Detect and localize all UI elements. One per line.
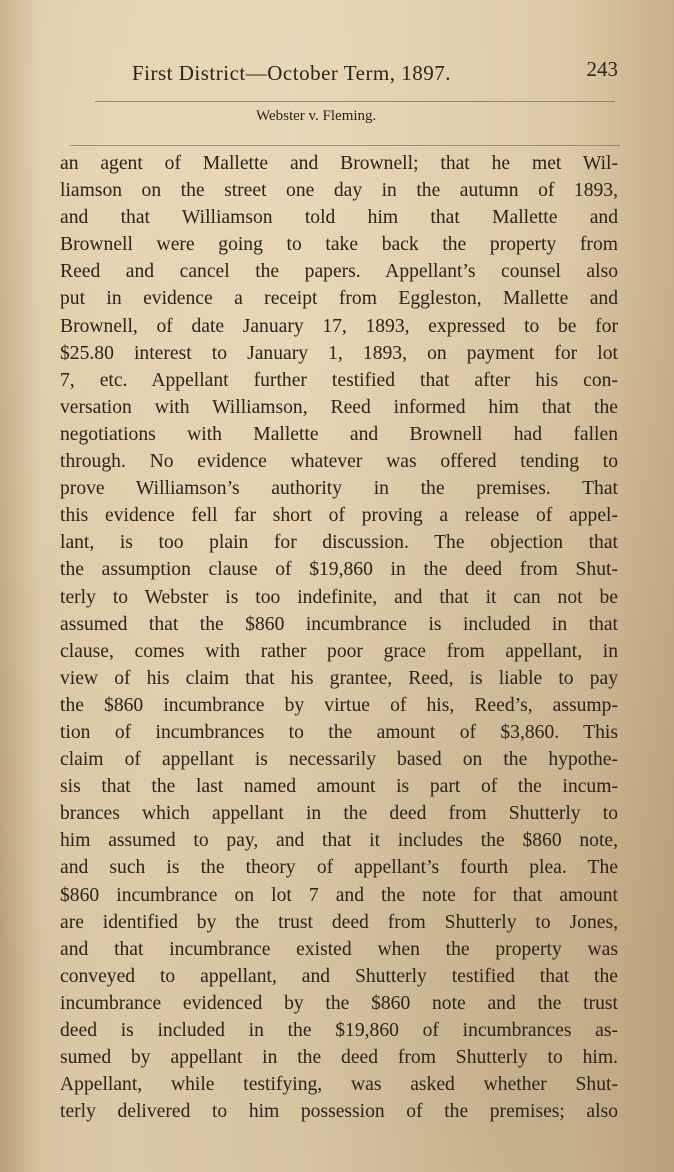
text-line: negotiations with Mallette and Brownell had fallen: [60, 423, 618, 445]
text-line: through. No evidence whatever was offered tending to: [60, 451, 618, 473]
text-line: and such is the theory of appellant’s fourth plea. The: [60, 857, 618, 879]
text-line: assumed that the $860 incumbrance is included in that: [60, 613, 618, 635]
text-line: sis that the last named amount is part of the incum-: [60, 776, 618, 798]
text-line: the assumption clause of $19,860 in the deed from Shut-: [60, 559, 618, 581]
text-line: put in evidence a receipt from Eggleston, Mallette and: [60, 288, 618, 310]
text-line: an agent of Mallette and Brownell; that he met Wil-: [60, 153, 618, 174]
header-rule: [95, 101, 615, 102]
caption-rule: [70, 145, 620, 146]
text-line: brances which appellant in the deed from Shutterly to: [60, 803, 618, 825]
text-line: tion of incumbrances to the amount of $3,860. This: [60, 721, 618, 743]
text-line: prove Williamson’s authority in the premises. That: [60, 478, 618, 500]
text-line: and that incumbrance existed when the property was: [60, 938, 618, 960]
text-line: clause, comes with rather poor grace from appellant, in: [60, 640, 618, 662]
text-line: deed is included in the $19,860 of incumbrances as-: [60, 1020, 618, 1041]
text-line: view of his claim that his grantee, Reed, is liable to pay: [60, 667, 618, 689]
text-line: Brownell, of date January 17, 1893, expressed to be for: [60, 315, 618, 337]
text-line: are identified by the trust deed from Shutterly to Jones,: [60, 911, 618, 933]
text-line: lant, is too plain for discussion. The objection that: [60, 532, 618, 554]
text-line: Reed and cancel the papers. Appellant’s counsel also: [60, 261, 618, 283]
text-line: versation with Williamson, Reed informed him that the: [60, 396, 618, 418]
text-line: and that Williamson told him that Mallette and: [60, 207, 618, 229]
case-caption: Webster v. Fleming.: [256, 108, 377, 124]
text-line: claim of appellant is necessarily based on the hypothe-: [60, 749, 618, 771]
text-line: this evidence fell far short of proving a release of appel-: [60, 505, 618, 527]
text-line: incumbrance evidenced by the $860 note and the trust: [60, 992, 618, 1014]
text-line: Brownell were going to take back the property from: [60, 234, 618, 256]
body-text: [60, 150, 618, 1125]
text-line: $860 incumbrance on lot 7 and the note for that amount: [60, 884, 618, 906]
text-line: Appellant, while testifying, was asked whether Shut-: [60, 1074, 618, 1096]
page-number: 243: [586, 57, 618, 81]
text-line: conveyed to appellant, and Shutterly testified that the: [60, 965, 618, 987]
text-line: him assumed to pay, and that it includes the $860 note,: [60, 830, 618, 852]
text-line: the $860 incumbrance by virtue of his, Reed’s, assump-: [60, 694, 618, 716]
text-line: terly delivered to him possession of the premises; also: [60, 1101, 618, 1123]
text-line: 7, etc. Appellant further testified that after his con-: [60, 369, 618, 391]
text-line: $25.80 interest to January 1, 1893, on payment for lot: [60, 342, 618, 364]
running-title: First District—October Term, 1897.: [132, 61, 452, 85]
text-line: terly to Webster is too indefinite, and that it can not be: [60, 586, 618, 608]
running-header: [132, 55, 618, 89]
text-line: liamson on the street one day in the autumn of 1893,: [60, 180, 618, 202]
text-line: sumed by appellant in the deed from Shutterly to him.: [60, 1047, 618, 1069]
